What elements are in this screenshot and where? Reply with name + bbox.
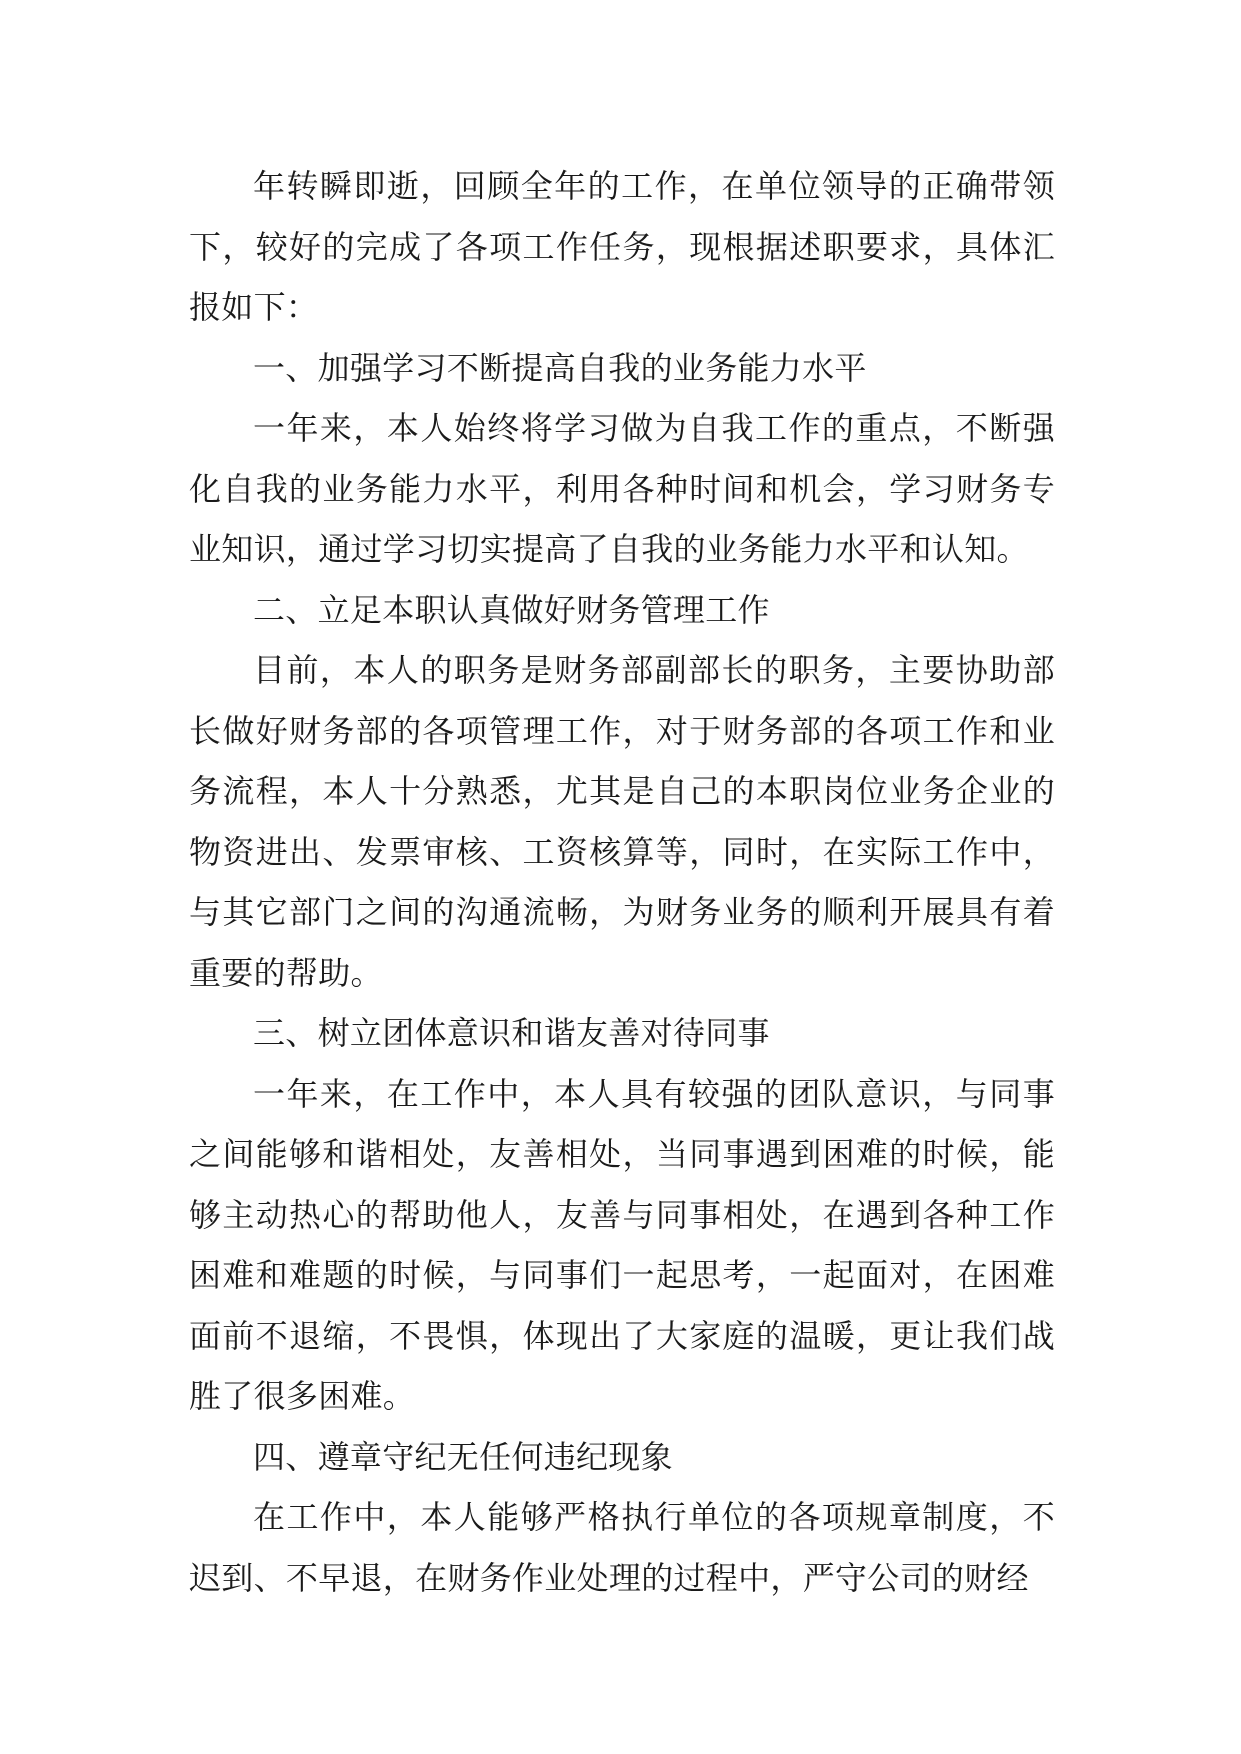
document-body bbox=[189, 156, 1055, 1608]
section-body-2: 目前，本人的职务是财务部副部长的职务，主要协助部长做好财务部的各项管理工作，对于财务部的各项工作和业务流程，本人十分熟悉，尤其是自己的本职岗位业务企业的物资进出、发票审核、工资核算等，同时，在实际工作中，与其它部门之间的沟通流畅，为财务业务的顺利开展具有着重要的帮助。 bbox=[189, 651, 1055, 992]
section-body-1: 一年来，本人始终将学习做为自我工作的重点，不断强化自我的业务能力水平，利用各种时间和机会，学习财务专业知识，通过学习切实提高了自我的业务能力水平和认知。 bbox=[189, 409, 1055, 568]
section-heading-1: 一、加强学习不断提高自我的业务能力水平 bbox=[253, 348, 867, 387]
section-heading-4: 四、遵章守纪无任何违纪现象 bbox=[253, 1437, 673, 1476]
section-heading-3: 三、树立团体意识和谐友善对待同事 bbox=[253, 1014, 770, 1052]
section-heading-2: 二、立足本职认真做好财务管理工作 bbox=[253, 590, 770, 629]
section-body-4: 在工作中，本人能够严格执行单位的各项规章制度，不迟到、不早退，在财务作业处理的过程中，严守公司的财经 bbox=[189, 1498, 1055, 1597]
intro-paragraph: 年转瞬即逝，回顾全年的工作，在单位领导的正确带领下，较好的完成了各项工作任务，现根据述职要求，具体汇报如下： bbox=[189, 167, 1055, 326]
section-body-3: 一年来，在工作中，本人具有较强的团队意识，与同事之间能够和谐相处，友善相处，当同事遇到困难的时候，能够主动热心的帮助他人，友善与同事相处，在遇到各种工作困难和难题的时候，与同事们一起思考，一起面对，在困难面前不退缩，不畏惧，体现出了大家庭的温暖，更让我们战胜了很多困难。 bbox=[189, 1074, 1055, 1415]
